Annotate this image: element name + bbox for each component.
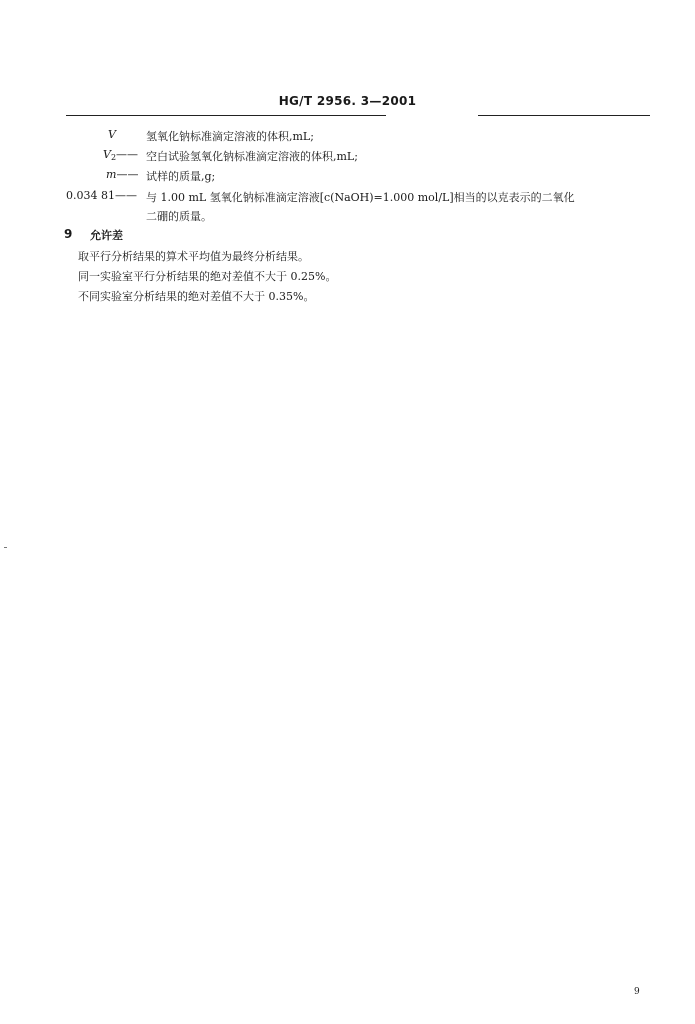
paragraph-same-lab: 同一实验室平行分析结果的绝对差值不大于 0.25%。 (78, 270, 337, 283)
variable-description-v: 氢氧化钠标准滴定溶液的体积,mL; (146, 130, 314, 143)
variable-symbol-m: m—— (106, 168, 139, 181)
constant-description-continuation: 二硼的质量。 (146, 210, 212, 223)
variable-symbol-v2: $V_2——$ (103, 148, 139, 162)
section-number: 9 (64, 227, 73, 241)
paragraph-different-lab: 不同实验室分析结果的绝对差值不大于 0.35%。 (78, 290, 315, 303)
section-title: 允许差 (90, 229, 123, 242)
variable-description-m: 试样的质量,g; (146, 170, 216, 183)
page-number: 9 (634, 987, 640, 997)
scan-speck (4, 547, 7, 548)
header-rule-right (478, 115, 650, 116)
variable-symbol-v: V (108, 128, 116, 141)
variable-description-v2: 空白试验氢氧化钠标准滴定溶液的体积,mL; (146, 150, 358, 163)
standard-code-header: HG/T 2956. 3—2001 (278, 94, 417, 108)
constant-value: 0.034 81—— (66, 189, 137, 202)
header-rule-left (66, 115, 386, 116)
paragraph-average: 取平行分析结果的算术平均值为最终分析结果。 (78, 250, 309, 263)
constant-description: 与 1.00 mL 氢氧化钠标准滴定溶液[c(NaOH)=1.000 mol/L]相当的以克表示的二氧化 (146, 191, 575, 204)
